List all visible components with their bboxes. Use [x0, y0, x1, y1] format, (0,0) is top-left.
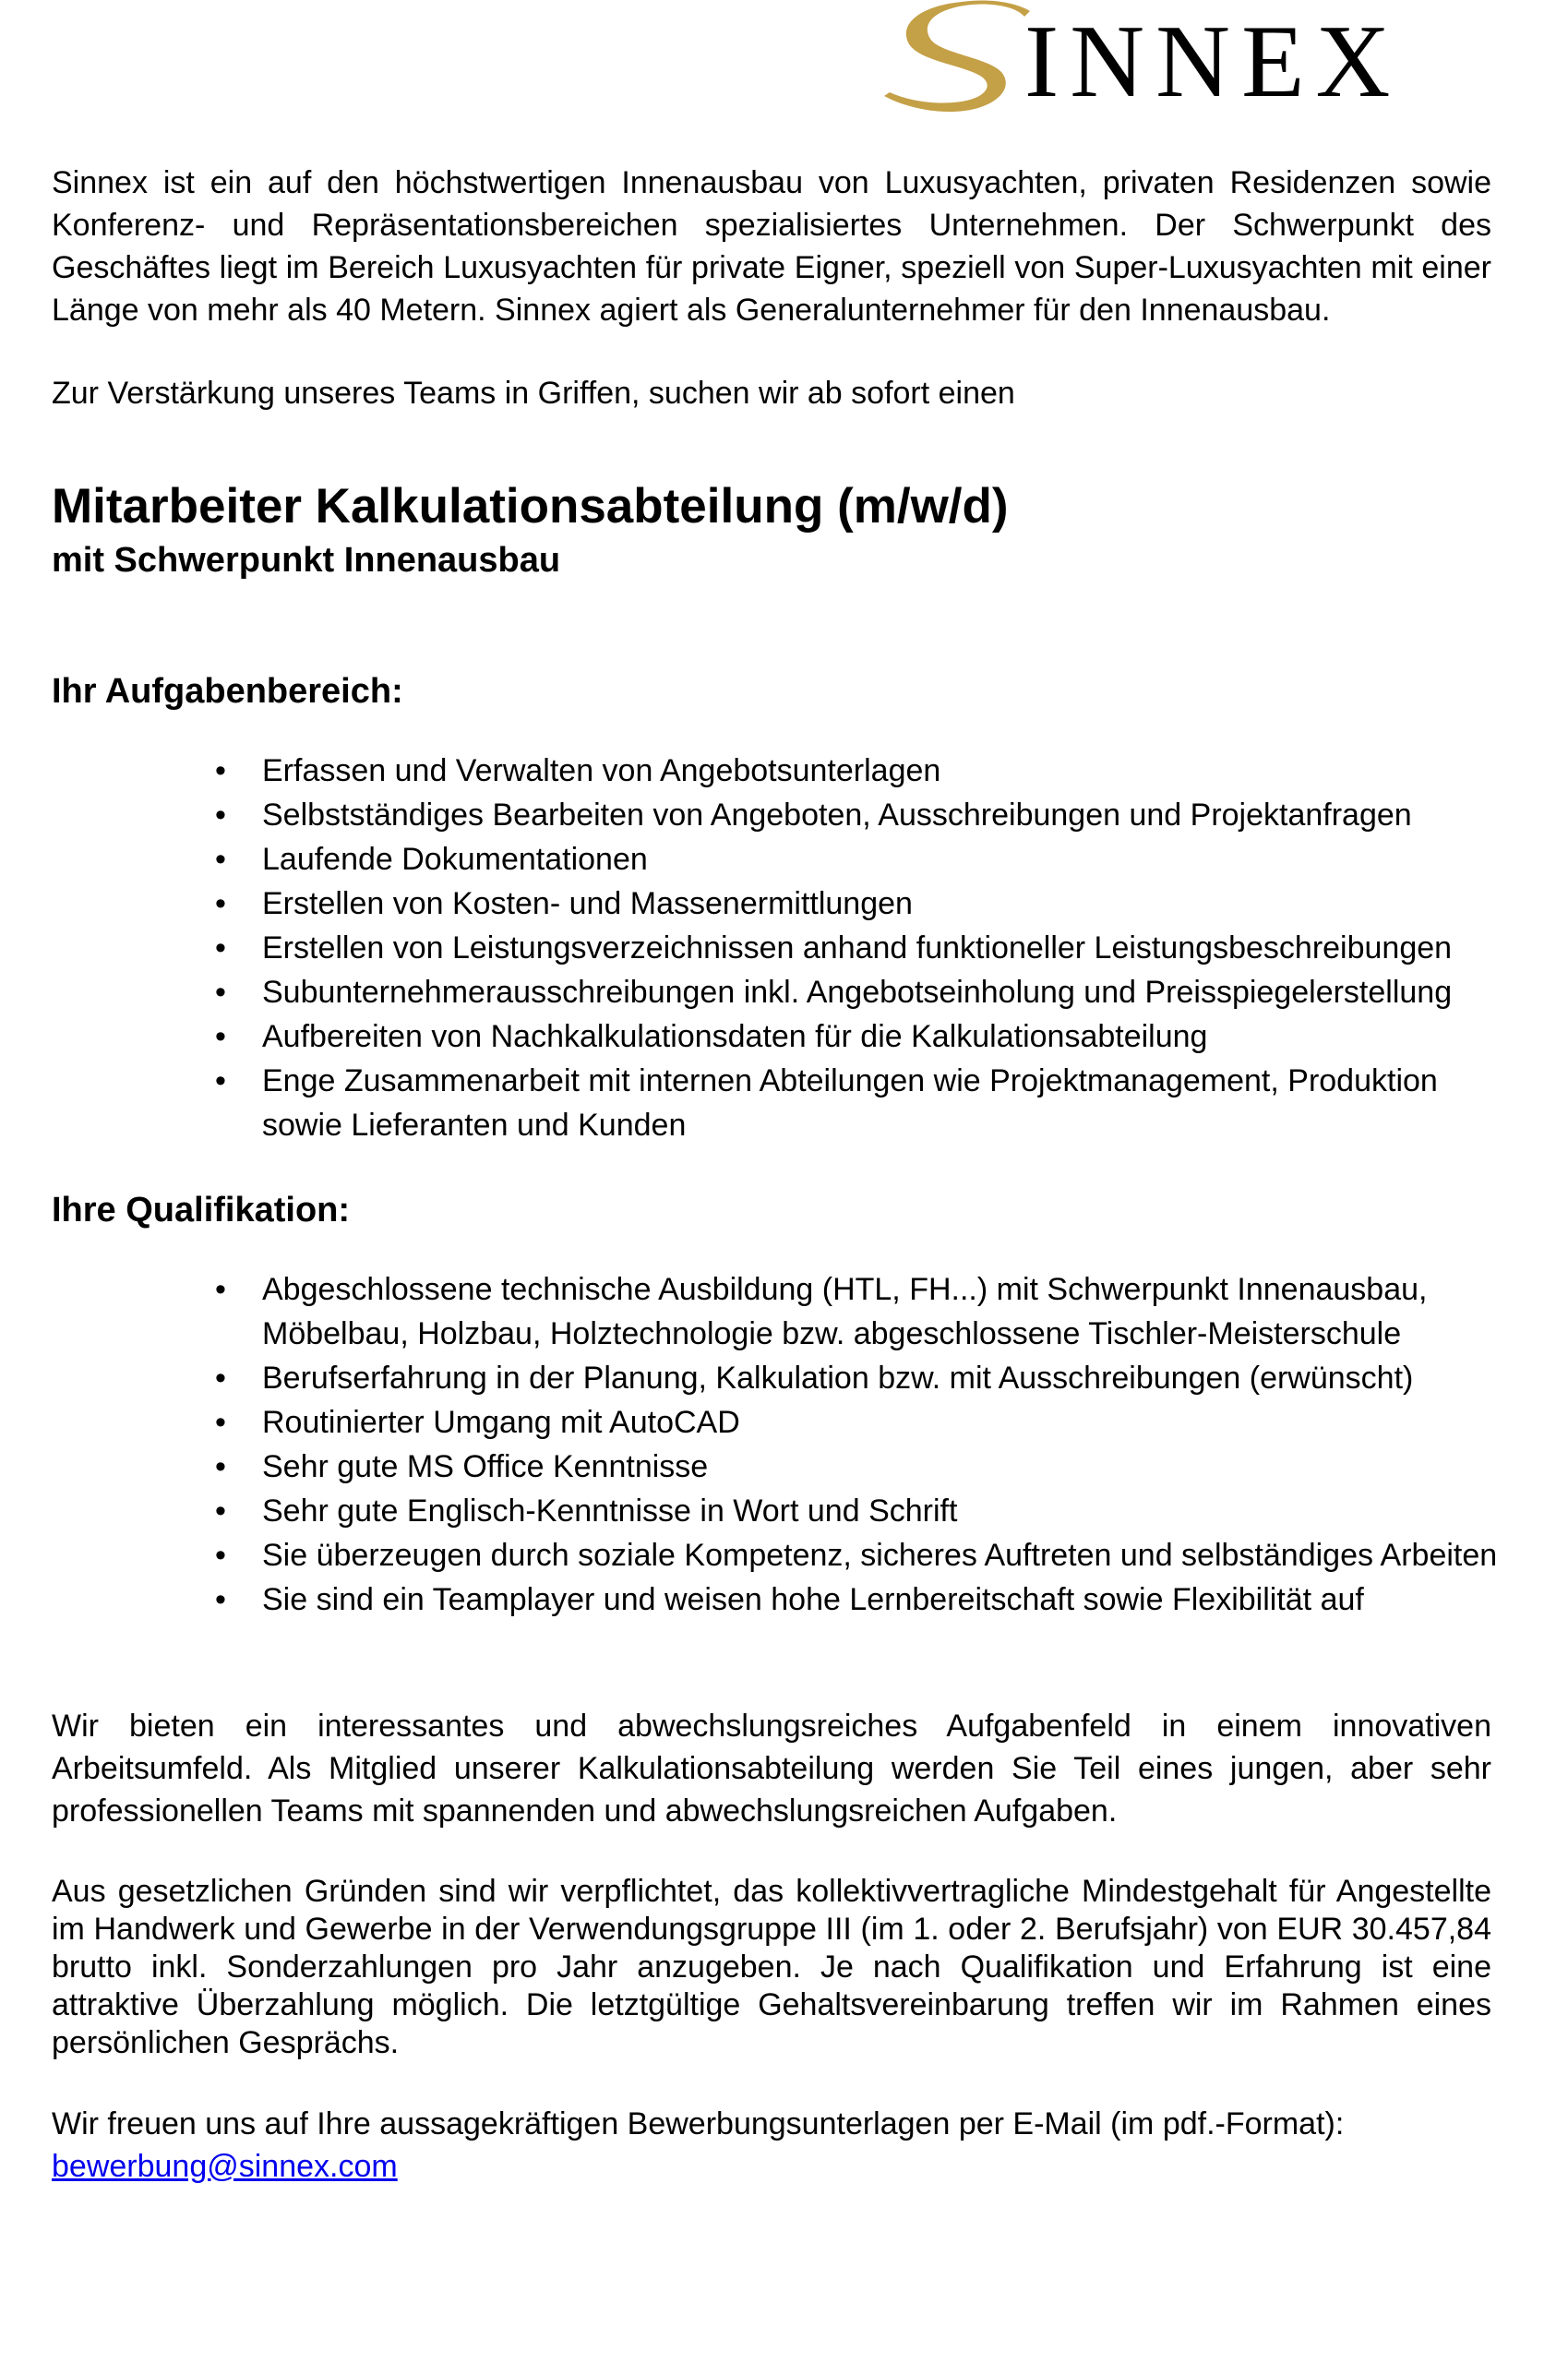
apply-paragraph: Wir freuen uns auf Ihre aussagekräftigen Bewerbungsunterlagen per E-Mail (im pdf.-Format): — [52, 2106, 1345, 2141]
tasks-heading: Ihr Aufgabenbereich: — [52, 672, 403, 711]
logo-s-swoosh — [877, 0, 1043, 120]
list-item: • Sie sind ein Teamplayer und weisen hohe Lernbereitschaft sowie Flexibilität auf — [262, 1577, 1508, 1622]
list-item: • Erstellen von Kosten- und Massenermittlungen — [262, 882, 1508, 926]
bullet-icon: • — [215, 798, 226, 833]
document-body — [52, 162, 1498, 2188]
bullet-icon: • — [215, 842, 226, 877]
qualifications-heading: Ihre Qualifikation: — [52, 1191, 351, 1229]
list-item: • Sehr gute MS Office Kenntnisse — [262, 1445, 1508, 1489]
offer-paragraph: Wir bieten ein interessantes und abwechslungsreiches Aufgabenfeld in einem innovativen Arbeitsumfeld. Als Mitglied unserer Kalkulationsabteilung werden Sie Teil eines jungen, aber sehr professionellen Teams mit spannenden und abwechslungsreichen Aufgaben. — [52, 1709, 1491, 1829]
list-item: • Enge Zusammenarbeit mit internen Abteilungen wie Projektmanagement, Produktion sowie Lieferanten und Kunden — [262, 1059, 1508, 1147]
list-item: • Subunternehmerausschreibungen inkl. Angebotseinholung und Preisspiegelerstellung — [262, 970, 1508, 1014]
list-item: • Erfassen und Verwalten von Angebotsunterlagen — [262, 749, 1508, 793]
qualifications-list — [52, 1267, 1508, 1622]
salary-paragraph: Aus gesetzlichen Gründen sind wir verpflichtet, das kollektivvertragliche Mindestgehalt für Angestellte im Handwerk und Gewerbe in der Verwendungsgruppe III (im 1. oder 2. Berufsjahr) von EUR 30.457,84 brutto inkl. Sonderzahlungen pro Jahr anzugeben. Je nach Qualifikation und Erfahrung ist eine attraktive Überzahlung möglich. Die letztgültige Gehaltsvereinbarung treffen wir im Rahmen eines persönlichen Gesprächs. — [52, 1874, 1491, 2060]
bullet-icon: • — [215, 975, 226, 1010]
bullet-icon: • — [215, 1019, 226, 1054]
bullet-icon: • — [215, 753, 226, 788]
list-item: • Sehr gute Englisch-Kenntnisse in Wort und Schrift — [262, 1489, 1508, 1533]
bullet-icon: • — [215, 1538, 226, 1573]
bullet-icon: • — [215, 1493, 226, 1529]
list-item: • Selbstständiges Bearbeiten von Angeboten, Ausschreibungen und Projektanfragen — [262, 793, 1508, 837]
email-link[interactable]: bewerbung@sinnex.com — [52, 2149, 398, 2184]
bullet-icon: • — [215, 930, 226, 966]
bullet-icon: • — [215, 1582, 226, 1617]
bullet-icon: • — [215, 1361, 226, 1396]
list-item: • Abgeschlossene technische Ausbildung (HTL, FH...) mit Schwerpunkt Innenausbau, Möbelbau, Holzbau, Holztechnologie bzw. abgeschlossene Tischler-Meisterschule — [262, 1267, 1508, 1356]
bullet-icon: • — [215, 1272, 226, 1307]
job-title: Mitarbeiter Kalkulationsabteilung (m/w/d) — [52, 479, 1009, 534]
bullet-icon: • — [215, 1449, 226, 1484]
list-item: • Erstellen von Leistungsverzeichnissen anhand funktioneller Leistungsbeschreibungen — [262, 926, 1508, 970]
list-item: • Sie überzeugen durch soziale Kompetenz, sicheres Auftreten und selbständiges Arbeiten — [262, 1533, 1508, 1577]
lead-sentence: Zur Verstärkung unseres Teams in Griffen, suchen wir ab sofort einen — [52, 376, 1015, 411]
list-item: • Routinierter Umgang mit AutoCAD — [262, 1400, 1508, 1445]
bullet-icon: • — [215, 1405, 226, 1440]
intro-paragraph: Sinnex ist ein auf den höchstwertigen Innenausbau von Luxusyachten, privaten Residenzen sowie Konferenz- und Repräsentationsbereichen spezialisiertes Unternehmen. Der Schwerpunkt des Geschäftes liegt im Bereich Luxusyachten für private Eigner, speziell von Super-Luxusyachten mit einer Länge von mehr als 40 Metern. Sinnex agiert als Generalunternehmer für den Innenausbau. — [52, 165, 1491, 328]
list-item: • Berufserfahrung in der Planung, Kalkulation bzw. mit Ausschreibungen (erwünscht) — [262, 1356, 1508, 1400]
list-item: • Laufende Dokumentationen — [262, 837, 1508, 882]
job-subtitle: mit Schwerpunkt Innenausbau — [52, 541, 561, 580]
bullet-icon: • — [215, 886, 226, 921]
bullet-icon: • — [215, 1063, 226, 1098]
tasks-list — [52, 749, 1508, 1147]
list-item: • Aufbereiten von Nachkalkulationsdaten für die Kalkulationsabteilung — [262, 1014, 1508, 1059]
logo-wordmark: INNEX — [1024, 5, 1402, 119]
